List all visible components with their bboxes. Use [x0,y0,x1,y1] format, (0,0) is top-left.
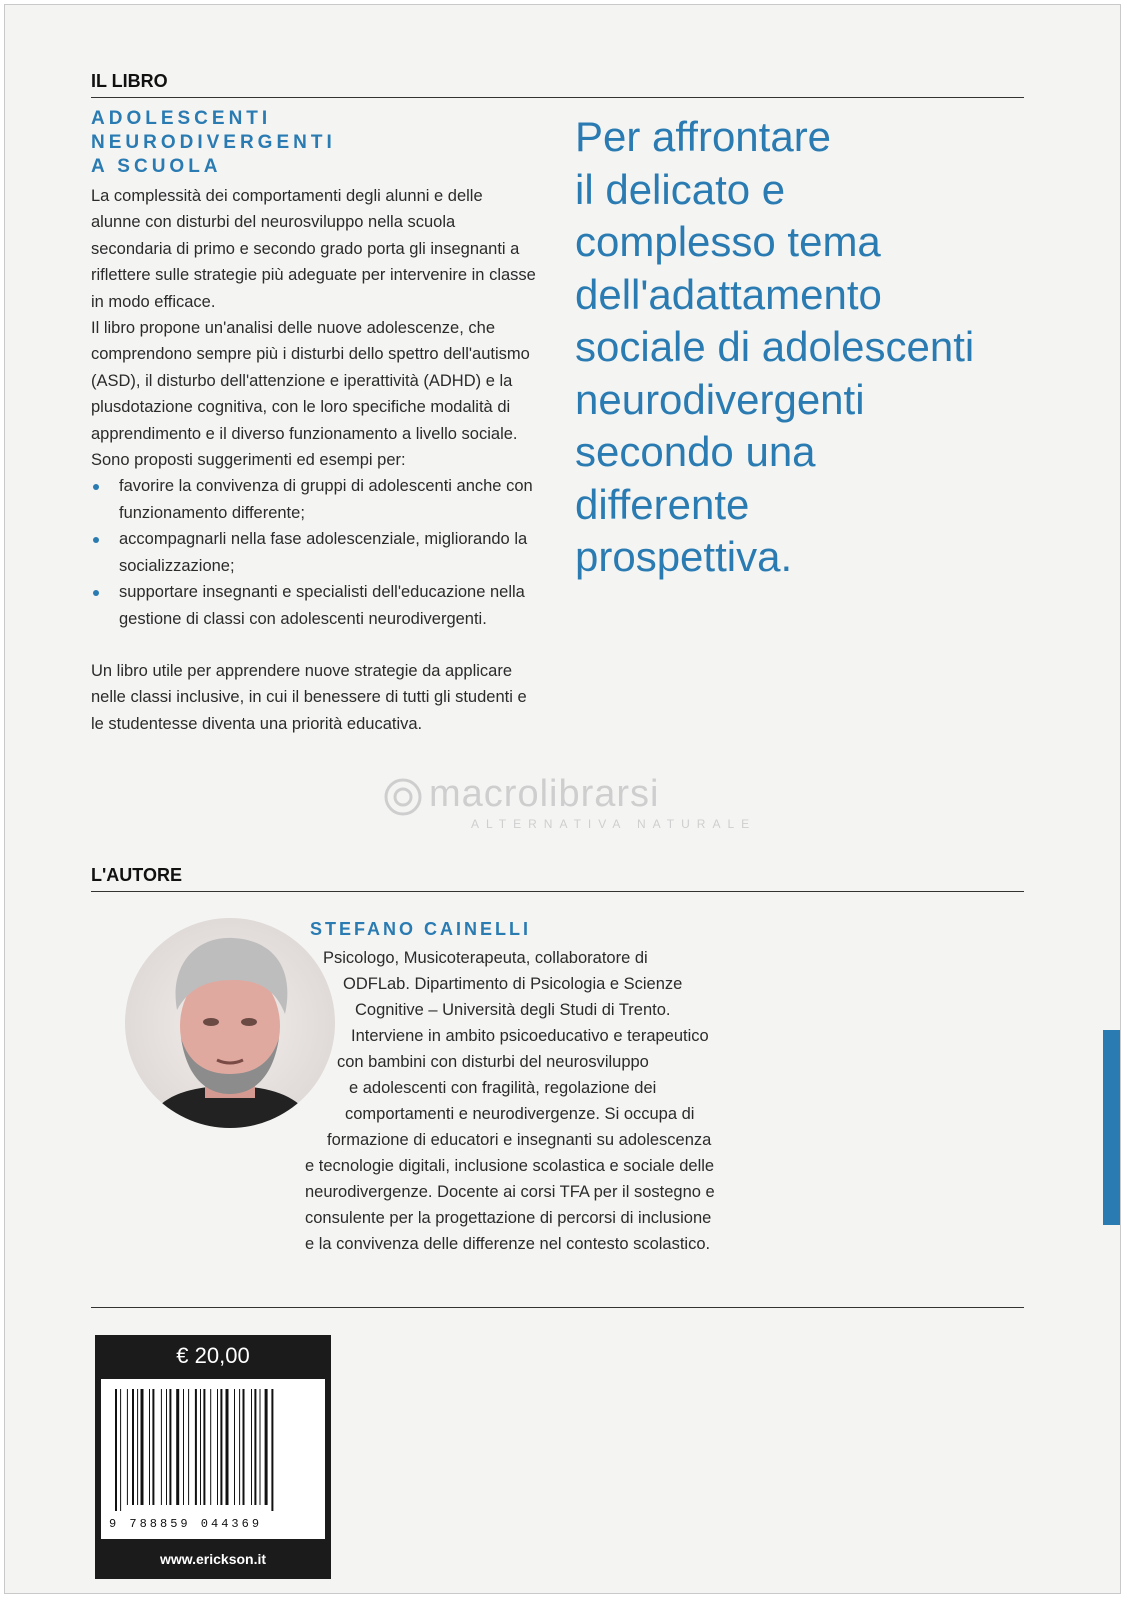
bio-line: Cognitive – Università degli Studi di Trento. [355,1001,671,1019]
barcode-bar [254,1389,256,1505]
barcode [101,1379,325,1539]
barcode-bar [120,1389,121,1511]
book-section-label: IL LIBRO [91,71,168,91]
bio-line: e tecnologie digitali, inclusione scolastica e sociale delle [305,1157,715,1175]
suggestions-list [91,473,536,631]
barcode-bar [161,1389,162,1505]
barcode-bar [132,1389,134,1505]
barcode-bar [166,1389,167,1505]
footer-rule [91,1307,1024,1308]
barcode-bar [243,1389,245,1505]
barcode-bar [188,1389,189,1505]
book-section-rule [91,97,1024,98]
bio-line: con bambini con disturbi del neurosviluppo [337,1053,649,1071]
book-description [91,183,536,737]
book-title-line: NEURODIVERGENTI [91,132,336,153]
barcode-bar [127,1389,128,1505]
pull-quote [575,111,1035,584]
quote-line: il delicato e [575,165,786,213]
barcode-bar [271,1389,273,1511]
publisher-website: www.erickson.it [159,1551,267,1567]
price: € 20,00 [176,1343,250,1368]
quote-line: complesso tema [575,218,881,265]
bio-line: formazione di educatori e insegnanti su adolescenza [327,1131,712,1149]
watermark-logo-icon [383,777,423,817]
barcode-bar [220,1389,222,1505]
author-section-label: L'AUTORE [91,865,182,885]
barcode-bar [183,1389,184,1505]
bullets-intro: Sono proposti suggerimenti ed esempi per: [91,451,406,470]
barcode-bar [149,1389,150,1505]
price-barcode-box [95,1335,331,1579]
barcode-bar [176,1389,179,1505]
quote-line: differente [575,480,750,528]
quote-line: secondo una [575,428,816,475]
barcode-bar [115,1389,117,1511]
barcode-bar [210,1389,211,1505]
barcode-bars [101,1379,325,1515]
closing-paragraph: Un libro utile per apprendere nuove strategie da applicare nelle classi inclusive, in cui il benessere di tutti gli studenti e le studentesse diventa una priorità educativa. [91,661,527,733]
barcode-bar [200,1389,201,1505]
bio-line: e la convivenza delle differenze nel contesto scolastico. [305,1235,711,1253]
book-title-line: ADOLESCENTI [91,108,272,129]
description-paragraph: La complessità dei comportamenti degli alunni e delle alunne con disturbi del neurosviluppo nella scuola secondaria di primo e secondo grado porta gli insegnanti a riflettere sulle strategie più adeguate per intervenire in classe in modo efficace. [91,187,536,311]
barcode-bar [265,1389,268,1505]
barcode-bar [260,1389,261,1505]
quote-line: prospettiva. [575,533,793,580]
barcode-bar [195,1389,197,1505]
barcode-bar [234,1389,235,1505]
barcode-bar [141,1389,144,1505]
quote-line: sociale di adolescenti [575,323,975,370]
barcode-bar [152,1389,154,1505]
book-title [91,107,531,179]
isbn: 9 788859 044369 [109,1517,263,1531]
quote-line: dell'adattamento [575,270,882,318]
barcode-bar [217,1389,218,1505]
quote-line: neurodivergenti [575,375,865,423]
bio-line: Psicologo, Musicoterapeuta, collaboratore di [323,949,648,967]
book-title-line: A SCUOLA [91,156,222,177]
barcode-bar [239,1389,240,1505]
barcode-bar [169,1389,171,1505]
bio-line: Interviene in ambito psicoeducativo e terapeutico [351,1027,709,1045]
bio-line: e adolescenti con fragilità, regolazione dei [349,1079,657,1097]
author-section-rule [91,891,1024,892]
list-item: supportare insegnanti e specialisti dell'educazione nella gestione di classi con adolescenti neurodivergenti. [91,579,536,632]
watermark [383,773,763,833]
author-name: STEFANO CAINELLI [310,919,532,939]
author-bio [305,945,795,1257]
list-item: accompagnarli nella fase adolescenziale, migliorando la socializzazione; [91,526,536,579]
watermark-tagline: ALTERNATIVA NATURALE [471,817,757,831]
barcode-bar [251,1389,252,1505]
bio-line: neurodivergenze. Docente ai corsi TFA per il sostegno e [305,1183,715,1201]
list-item: favorire la convivenza di gruppi di adolescenti anche con funzionamento differente; [91,473,536,526]
bio-line: comportamenti e neurodivergenze. Si occupa di [345,1105,695,1123]
bio-line: ODFLab. Dipartimento di Psicologia e Scienze [343,975,683,993]
back-cover [4,4,1121,1594]
bio-line: consulente per la progettazione di percorsi di inclusione [305,1209,712,1227]
barcode-bar [137,1389,138,1505]
watermark-name: macrolibrarsi [429,773,660,815]
description-paragraph: Il libro propone un'analisi delle nuove adolescenze, che comprendono sempre più i disturbi dello spettro dell'autismo (ASD), il disturbo dell'attenzione e iperattività (ADHD) e la plusdotazione cognitiva, con le loro specifiche modalità di apprendimento e il diverso funzionamento a livello sociale. [91,319,530,443]
quote-line: Per affrontare [575,113,832,160]
author-photo [125,918,335,1128]
barcode-bar [203,1389,205,1505]
barcode-bar [226,1389,229,1505]
side-color-tab [1103,1030,1121,1225]
